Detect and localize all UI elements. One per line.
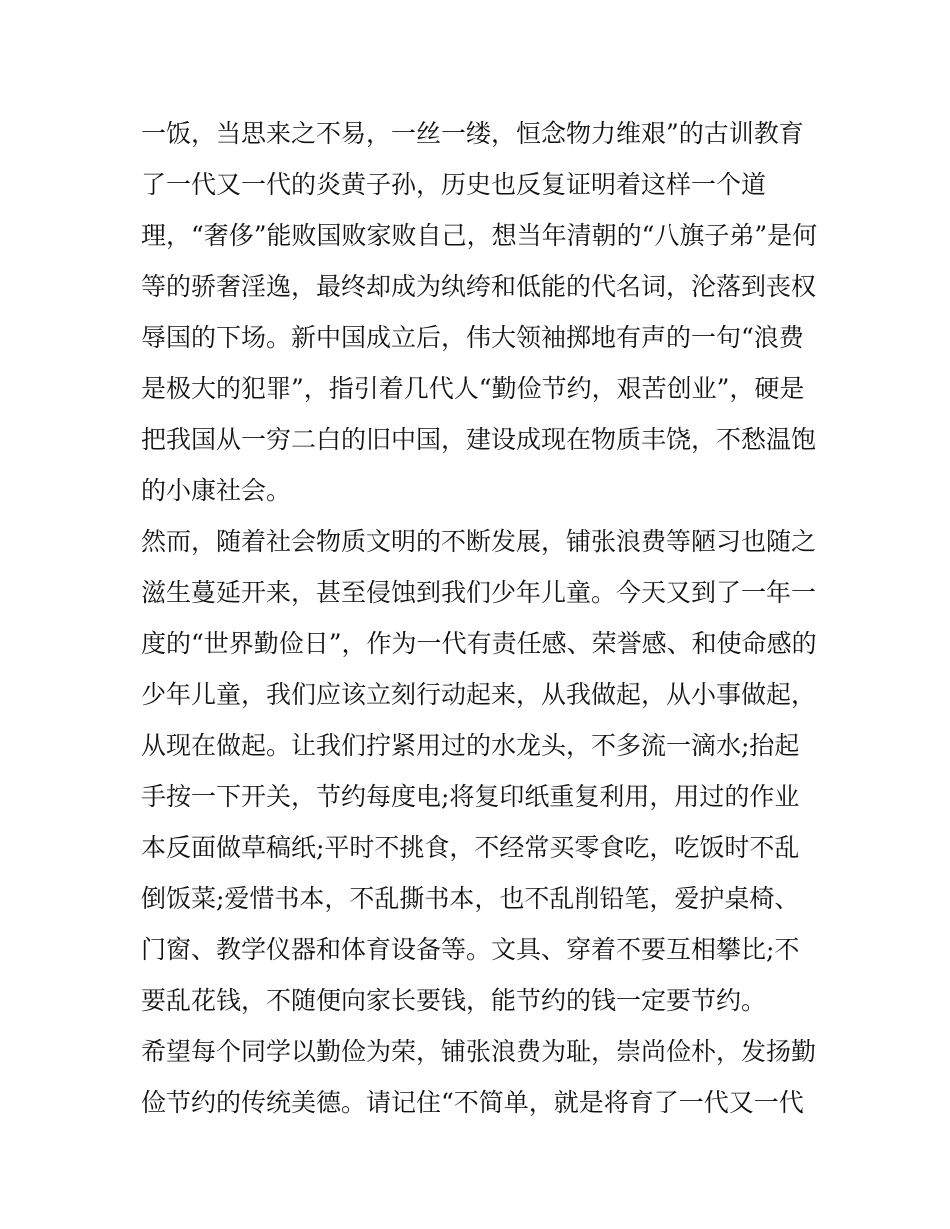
body-text: [141, 108, 821, 1128]
text-line: 倒饭菜;爱惜书本，不乱撕书本，也不乱削铅笔，爱护桌椅、: [141, 884, 800, 913]
text-line: 的小康社会。: [141, 476, 292, 505]
text-line: 把我国从一穷二白的旧中国，建设成现在物质丰饶，不愁温饱: [141, 425, 817, 454]
text-line: 等的骄奢淫逸，最终却成为纨绔和低能的代名词，沦落到丧权: [141, 272, 817, 301]
text-line: 是极大的犯罪”，指引着几代人“勤俭节约，艰苦创业”，硬是: [141, 374, 805, 403]
text-line: 本反面做草稿纸;平时不挑食，不经常买零食吃，吃饭时不乱: [141, 833, 800, 862]
text-line: 了一代又一代的炎黄子孙，历史也反复证明着这样一个道: [141, 170, 767, 199]
text-line: 度的“世界勤俭日”，作为一代有责任感、荣誉感、和使命感的: [141, 629, 817, 658]
text-line: 从现在做起。让我们拧紧用过的水龙头，不多流一滴水;抬起: [141, 731, 800, 760]
text-line: 一饭，当思来之不易，一丝一缕，恒念物力维艰”的古训教育: [141, 119, 804, 148]
text-line: 少年儿童，我们应该立刻行动起来，从我做起，从小事做起，: [141, 680, 817, 709]
text-line: 门窗、教学仪器和体育设备等。文具、穿着不要互相攀比;不: [141, 935, 800, 964]
text-line: 手按一下开关，节约每度电;将复印纸重复利用，用过的作业: [141, 782, 800, 811]
text-line: 然而，随着社会物质文明的不断发展，铺张浪费等陋习也随之: [141, 527, 817, 556]
text-line: 俭节约的传统美德。请记住“不简单，就是将育了一代又一代: [141, 1088, 804, 1117]
text-line: 要乱花钱，不随便向家长要钱，能节约的钱一定要节约。: [141, 986, 767, 1015]
text-line: 滋生蔓延开来，甚至侵蚀到我们少年儿童。今天又到了一年一: [141, 578, 817, 607]
text-line: 希望每个同学以勤俭为荣，铺张浪费为耻，崇尚俭朴，发扬勤: [141, 1037, 817, 1066]
text-line: 辱国的下场。新中国成立后，伟大领袖掷地有声的一句“浪费: [141, 323, 804, 352]
text-line: 理，“奢侈”能败国败家败自己，想当年清朝的“八旗子弟”是何: [141, 221, 818, 250]
